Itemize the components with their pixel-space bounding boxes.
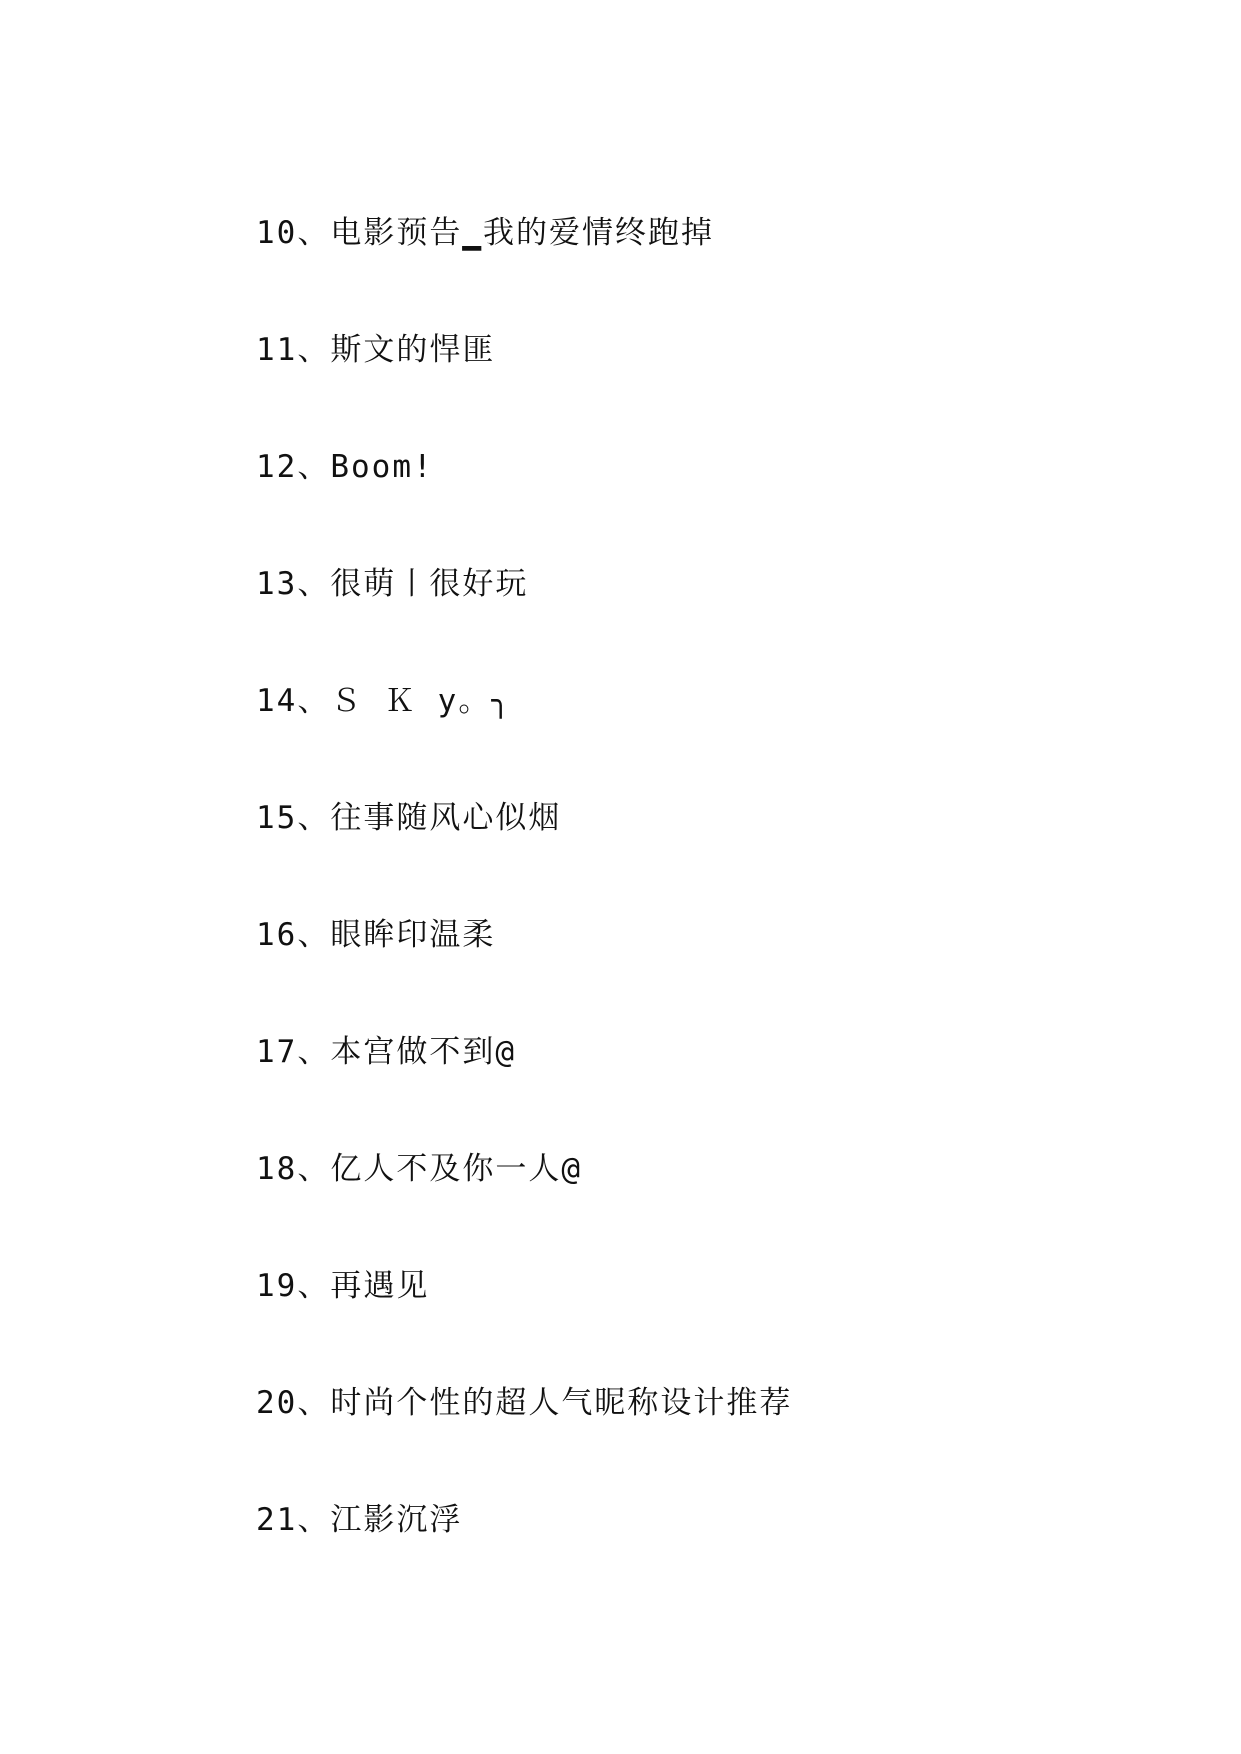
list-item: 13、很萌丨很好玩 (256, 566, 529, 602)
nickname-list (256, 214, 792, 1618)
list-item: 19、再遇见 (256, 1268, 430, 1304)
list-item: 12、Boom! (256, 449, 434, 485)
list-item: 11、斯文的悍匪 (256, 332, 496, 368)
list-item: 16、眼眸印温柔 (256, 917, 496, 953)
list-item: 14、Ｓ Ｋ y。╮ (256, 683, 512, 719)
list-item: 17、本宫做不到@ (256, 1034, 516, 1070)
list-item: 10、电影预告▁我的爱情终跑掉 (256, 215, 714, 251)
list-item: 15、往事随风心似烟 (256, 800, 562, 836)
list-item: 20、时尚个性的超人气昵称设计推荐 (256, 1385, 793, 1421)
list-item: 18、亿人不及你一人@ (256, 1151, 582, 1187)
list-item: 21、江影沉浮 (256, 1502, 463, 1538)
